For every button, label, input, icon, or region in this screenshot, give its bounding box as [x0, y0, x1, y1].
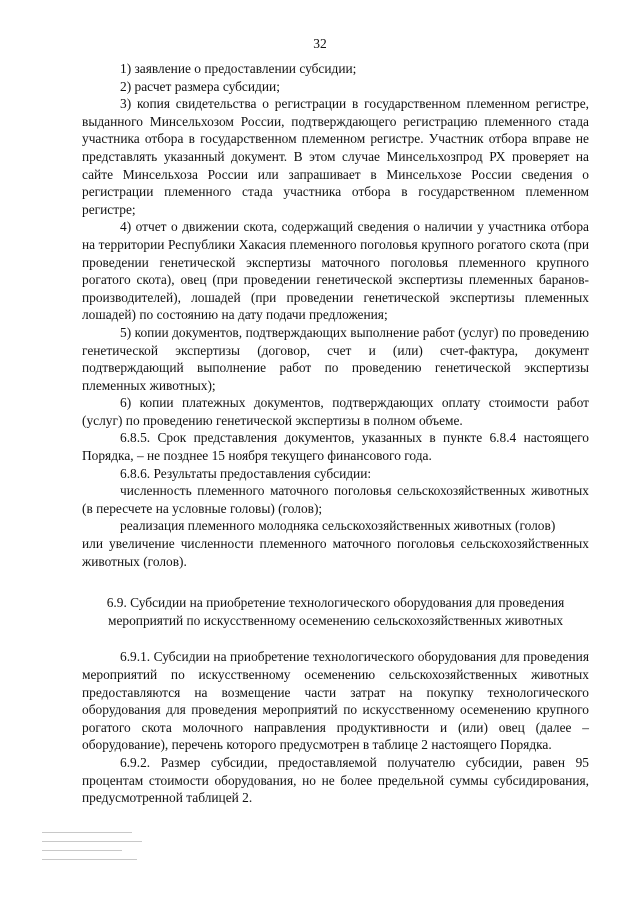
document-body [82, 60, 589, 807]
paragraph-6-8-5: 6.8.5. Срок представления документов, указанных в пункте 6.8.4 настоящего Порядка, – не позднее 15 ноября текущего финансового года. [82, 430, 589, 464]
section-heading-6-9: 6.9. Субсидии на приобретение технологического оборудования для проведения мероприятий по искусственному осеменению сельскохозяйственных животных [106, 595, 565, 628]
faint-stamp-mark [42, 832, 144, 872]
paragraph-item-1: 1) заявление о предоставлении субсидии; [120, 61, 357, 76]
paragraph-6-8-6: 6.8.6. Результаты предоставления субсидии: [120, 465, 372, 481]
paragraph-item-2: 2) расчет размера субсидии; [120, 78, 280, 94]
paragraph-item-3: 3) копия свидетельства о регистрации в государственном племенном регистре, выданного Минсельхозом России, подтверждающего регистрацию племенного стада участника отбора в государственном племенном регистре. Участник отбора вправе не представлять указанный документ. В этом случае Минсельхозпрод РХ проверяет на сайте Минсельхоза России или запрашивает в Минсельхозе России сведения о регистрации племенного стада участника отбора в государственном племенном регистре; [82, 96, 589, 217]
paragraph-item-6: 6) копии платежных документов, подтверждающих оплату стоимости работ (услуг) по проведению генетической экспертизы в полном объеме. [82, 395, 589, 428]
paragraph-item-4: 4) отчет о движении скота, содержащий сведения о наличии у участника отбора на территории Республики Хакасия племенного поголовья крупного рогатого скота (при проведении генетической экспертизы маточного поголовья племенного крупного рогатого скота), овец (при проведении генетической экспертизы племенных баранов-производителей), лошадей (при проведении генетической экспертизы племенных лошадей) по состоянию на дату подачи предложения; [82, 219, 589, 323]
page-number: 32 [313, 36, 327, 51]
result-indicator-1: численность племенного маточного поголовья сельскохозяйственных животных (в пересчете на условные головы) (голов); [82, 483, 589, 516]
paragraph-item-5: 5) копии документов, подтверждающих выполнение работ (услуг) по проведению генетической экспертизы (договор, счет и (или) счет-фактура, документ подтверждающий выполнение работ по проведению генетической экспертизы племенных животных); [82, 324, 589, 393]
paragraph-6-9-1: 6.9.1. Субсидии на приобретение технологического оборудования для проведения мероприятий по искусственному осеменению сельскохозяйственных животных предоставляются на возмещение части затрат на покупку технологического оборудования для проведения мероприятий по искусственному осеменению крупного рогатого скота молочного направления продуктивности и (или) овец (далее – оборудование), перечень которого предусмотрен в таблице 2 настоящего Порядка. [82, 649, 589, 753]
result-indicator-3: или увеличение численности племенного маточного поголовья сельскохозяйственных животных (голов). [82, 536, 589, 569]
paragraph-6-9-2: 6.9.2. Размер субсидии, предоставляемой получателю субсидии, равен 95 процентам стоимости оборудования, но не более предельной суммы субсидирования, предусмотренной таблицей 2. [82, 754, 589, 806]
result-indicator-2: реализация племенного молодняка сельскохозяйственных животных (голов) [120, 518, 556, 534]
